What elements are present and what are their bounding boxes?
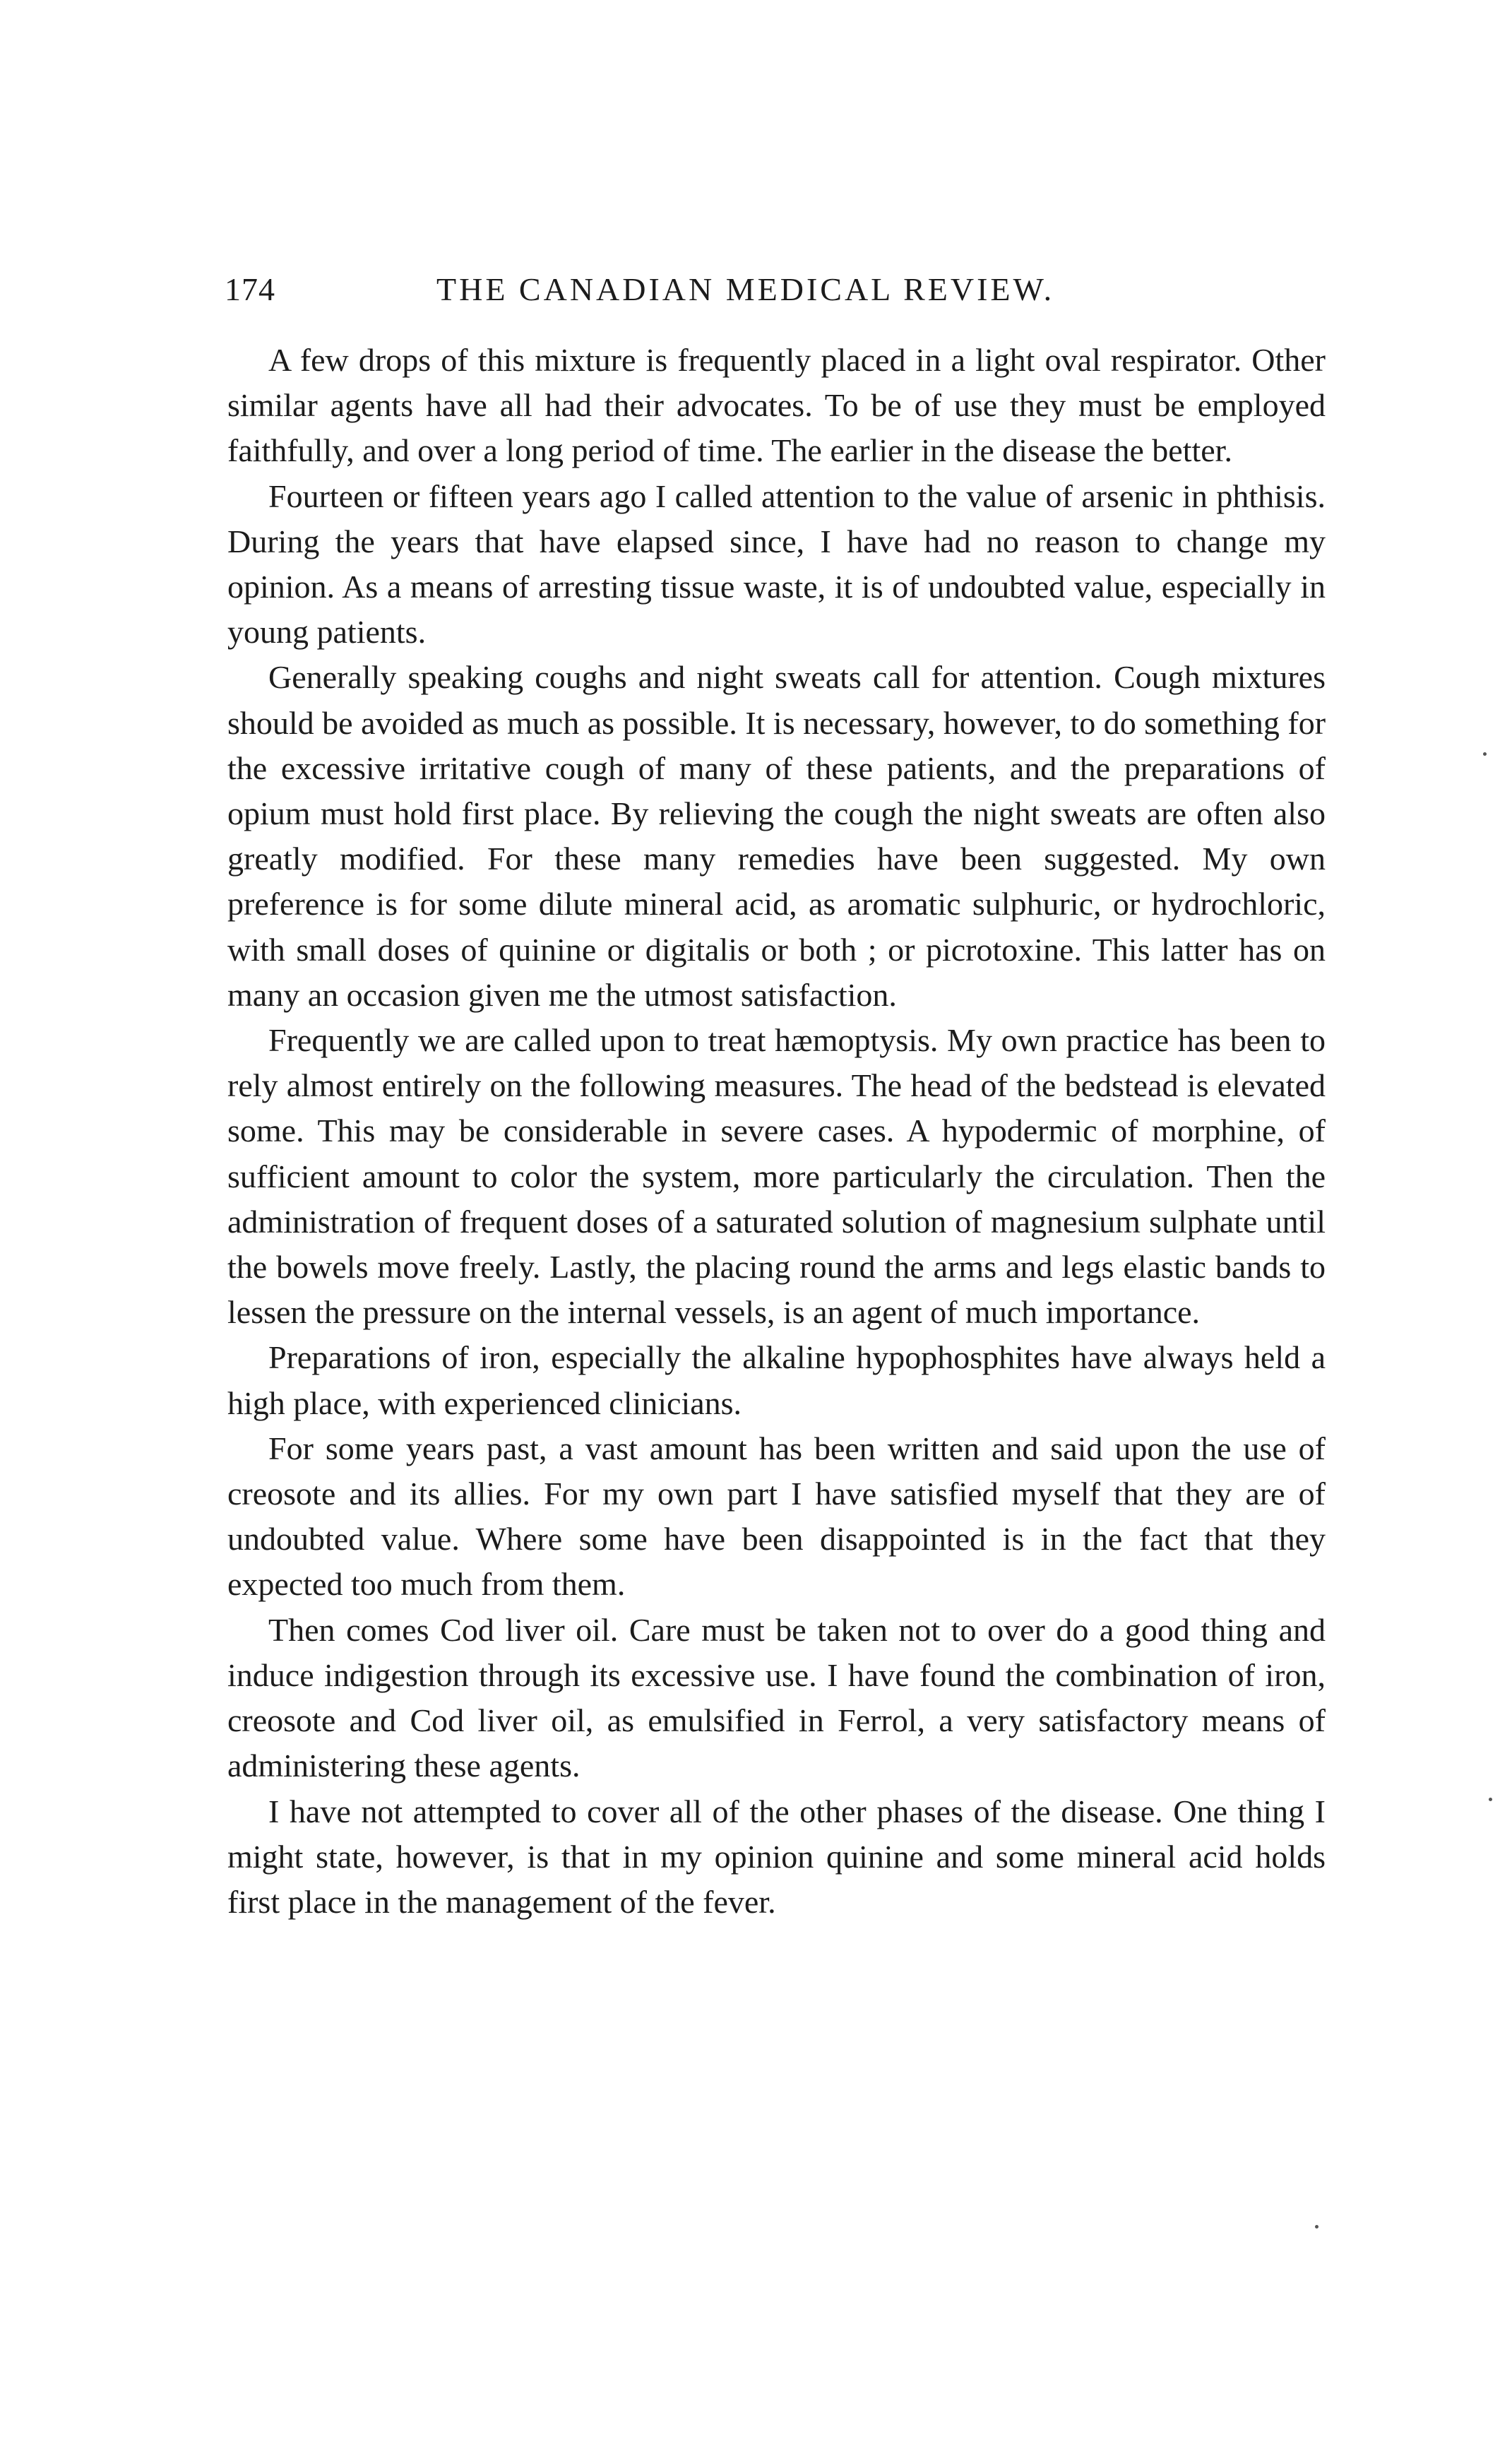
paragraph-creosote: For some years past, a vast amount has been written and said upon the use of creosote and its allies. For my own part I have satisfied myself that they are of undoubted value. Where some have been disappointed is in the fact that they expected too much from them. — [227, 1430, 1326, 1603]
scan-speck — [1315, 2225, 1318, 2229]
paragraph-cod-liver-oil: Then comes Cod liver oil. Care must be taken not to over do a good thing and induce indigestion through its excessive use. I have found the combination of iron, creosote and Cod liver oil, as emulsified in Ferrol, a very satisfactory means of administering these agents. — [227, 1611, 1326, 1784]
paragraph-respirator: A few drops of this mixture is frequently placed in a light oval respirator. Other similar agents have all had their advocates. To be of use they must be employed faithfully, and over a long period of time. The earlier in the disease the better. — [227, 342, 1326, 469]
paragraph-fever: I have not attempted to cover all of the other phases of the disease. One thing I might state, however, is that in my opinion quinine and some mineral acid holds first place in the management of the fever. — [227, 1793, 1326, 1920]
scan-speck — [1483, 752, 1487, 756]
page-header — [225, 268, 1326, 311]
scan-speck — [1489, 1798, 1492, 1801]
page-number: 174 — [225, 271, 275, 307]
article-body — [227, 338, 1326, 1925]
paragraph-haemoptysis: Frequently we are called upon to treat hæmoptysis. My own practice has been to rely almost entirely on the following measures. The head of the bedstead is elevated some. This may be considerable in severe cases. A hypodermic of morphine, of sufficient amount to color the system, more particularly the circulation. Then the administration of frequent doses of a saturated solution of magnesium sulphate until the bowels move freely. Lastly, the placing round the arms and legs elastic bands to lessen the pressure on the internal vessels, is an agent of much importance. — [227, 1022, 1326, 1331]
paragraph-iron: Preparations of iron, especially the alkaline hypophosphites have always held a high place, with experienced clinicians. — [227, 1339, 1326, 1421]
paragraph-arsenic: Fourteen or fifteen years ago I called attention to the value of arsenic in phthisis. During the years that have elapsed since, I have had no reason to change my opinion. As a means of arresting tissue waste, it is of undoubted value, especially in young patients. — [227, 477, 1326, 651]
paragraph-coughs-night-sweats: Generally speaking coughs and night sweats call for attention. Cough mixtures should be avoided as much as possible. It is necessary, however, to do something for the excessive irritative cough of many of these patients, and the preparations of opium must hold first place. By relieving the cough the night sweats are often also greatly modified. For these many remedies have been suggested. My own preference is for some dilute mineral acid, as aromatic sulphuric, or hydrochloric, with small doses of quinine or digitalis or both ; or picrotoxine. This latter has on many an occasion given me the utmost satisfaction. — [227, 659, 1326, 1013]
running-title: THE CANADIAN MEDICAL REVIEW. — [436, 271, 1055, 307]
